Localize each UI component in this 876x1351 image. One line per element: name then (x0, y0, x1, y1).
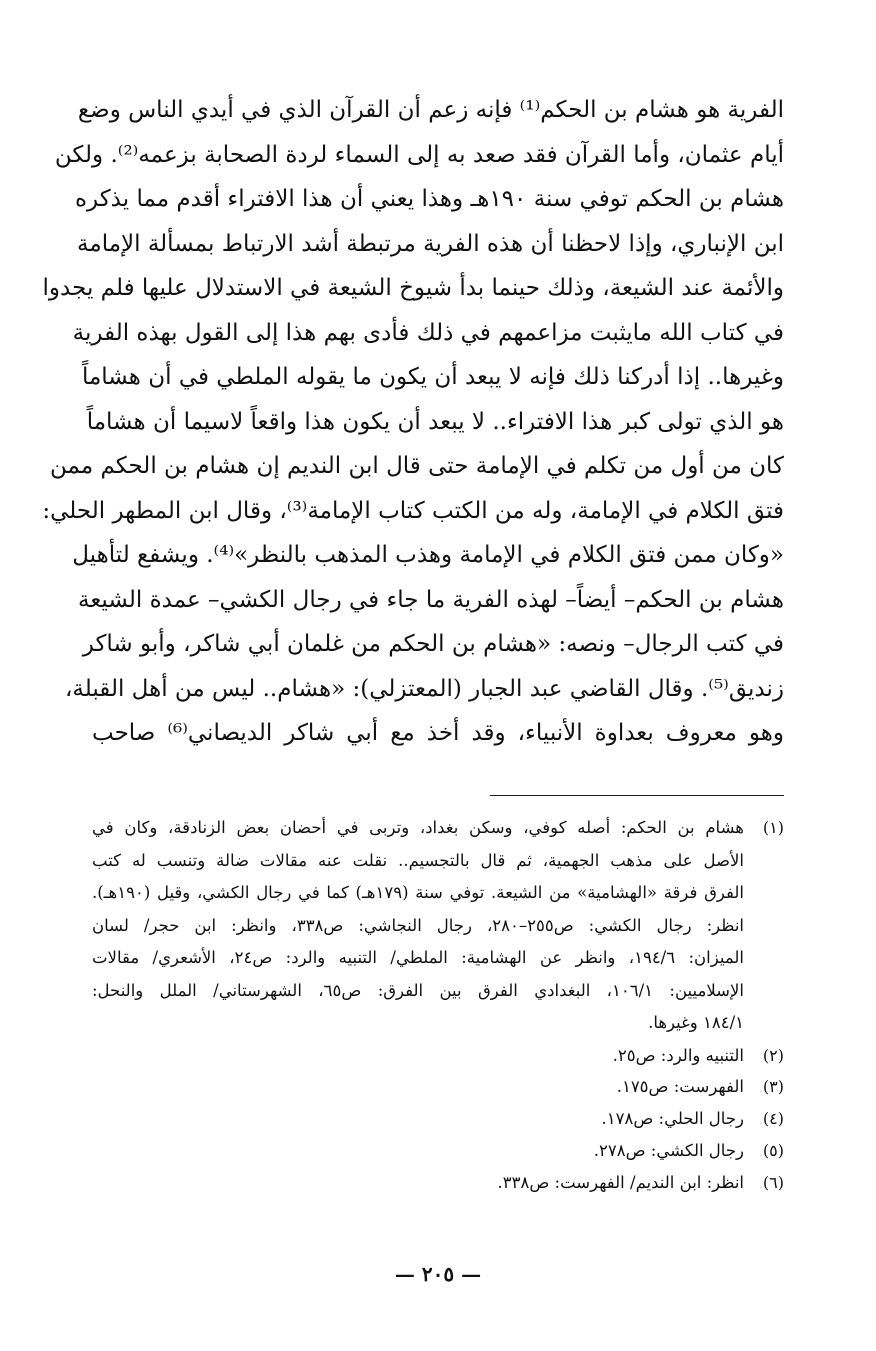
text-line: هشام بن الحكم– أيضاً– لهذه الفرية ما جاء في رجال الكشي– عمدة الشيعة (77, 586, 784, 613)
footnote-body (92, 812, 744, 1040)
footnote-number: (٤) (762, 1109, 784, 1129)
footnote-number: (٣) (762, 1077, 784, 1097)
footnote-text: التنبيه والرد: ص٢٥. (612, 1045, 744, 1065)
main-text (42, 88, 784, 756)
text-line: وهو معروف بعداوة الأنبياء، وقد أخذ مع أبي شاكر الديصاني⁽⁶⁾ صاحب (92, 720, 784, 746)
footnote-number: (٥) (762, 1140, 784, 1160)
text-line: فتق الكلام في الإمامة، وله من الكتب كتاب الإمامة⁽³⁾، وقال ابن المطهر الحلي: (42, 497, 784, 524)
text-line: هشام بن الحكم توفي سنة ١٩٠هـ وهذا يعني أن هذا الافتراء أقدم مما يذكره (74, 186, 784, 212)
footnote-separator (490, 795, 784, 796)
footnote-3 (92, 1071, 784, 1103)
text-line: ابن الإنباري، وإذا لاحظنا أن هذه الفرية مرتبطة أشد الارتباط بمسألة الإمامة (77, 230, 784, 257)
footnote-number: (٦) (762, 1172, 784, 1192)
text-line: كان من أول من تكلم في الإمامة حتى قال ابن النديم إن هشام بن الحكم ممن (50, 453, 784, 479)
footnote-text: رجال الكشي: ص٢٧٨. (593, 1140, 744, 1160)
footnote-4 (92, 1103, 784, 1135)
text-line: أيام عثمان، وأما القرآن فقد صعد به إلى السماء لردة الصحابة بزعمه⁽²⁾. ولكن (54, 141, 784, 168)
footnote-line: الأصل على مذهب الجهمية، ثم قال بالتجسيم.. نقلت عنه مقالات ضالة وتنسب له كتب (92, 850, 744, 870)
footnote-line: الإسلاميين: ١٠٦/١، البغدادي الفرق بين الفرق: ص٦٥، الشهرستاني/ الملل والنحل: (92, 980, 744, 1000)
footnote-6 (92, 1167, 784, 1199)
page-number: — ٢٠٥ — (394, 1262, 482, 1286)
footnote-text: رجال الحلي: ص١٧٨. (601, 1109, 744, 1129)
text-line: وغيرها.. إذا أدركنا ذلك فإنه لا يبعد أن يكون ما يقوله الملطي في أن هشاماً (81, 364, 784, 390)
text-line: «وكان ممن فتق الكلام في الإمامة وهذب المذهب بالنظر»⁽⁴⁾. ويشفع لتأهيل (72, 542, 784, 568)
footnote-line: هشام بن الحكم: أصله كوفي، وسكن بغداد، وتربى في أحضان بعض الزنادقة، وكان في (92, 818, 744, 837)
footnote-number: (٢) (762, 1045, 784, 1065)
footnote-number: (١) (762, 818, 784, 837)
text-line: في كتاب الله مايثبت مزاعمهم في ذلك فأدى بهم هذا إلى القول بهذه الفرية (72, 319, 784, 346)
footnote-5 (92, 1135, 784, 1167)
footnote-line: ١٨٤/١ وغيرها. (648, 1013, 744, 1032)
text-line: والأئمة عند الشيعة، وذلك حينما بدأ شيوخ الشيعة في الاستدلال عليها فلم يجدوا (42, 275, 784, 301)
text-line: زنديق⁽⁵⁾. وقال القاضي عبد الجبار (المعتزلي): «هشام.. ليس من أهل القبلة، (65, 675, 784, 702)
text-line: الفرية هو هشام بن الحكم⁽¹⁾ فإنه زعم أن القرآن الذي في أيدي الناس وضع (77, 97, 784, 123)
footnotes (92, 812, 784, 1198)
footnote-text: الفهرست: ص١٧٥. (616, 1077, 744, 1097)
footnote-1 (92, 812, 784, 1040)
footnote-2 (92, 1040, 784, 1072)
footnote-line: الميزان: ١٩٤/٦، وانظر عن الهشامية: الملطي/ التنبيه والرد: ص٢٤، الأشعري/ مقالات (92, 948, 744, 967)
text-line: في كتب الرجال– ونصه: «هشام بن الحكم من غلمان أبي شاكر، وأبو شاكر (82, 631, 784, 657)
footnote-line: الفرق فرقة «الهشامية» من الشيعة. توفي سنة (١٧٩هـ) كما في رجال الكشي، وقيل (١٩٠هـ). (92, 883, 744, 902)
text-line: هو الذي تولى كبر هذا الافتراء.. لا يبعد أن يكون هذا واقعاً لاسيما أن هشاماً (86, 408, 784, 435)
footnote-line: انظر: رجال الكشي: ص٢٥٥–٢٨٠، رجال النجاشي: ص٣٣٨، وانظر: ابن حجر/ لسان (92, 915, 744, 935)
footnote-text: انظر: ابن النديم/ الفهرست: ص٣٣٨. (497, 1172, 744, 1192)
